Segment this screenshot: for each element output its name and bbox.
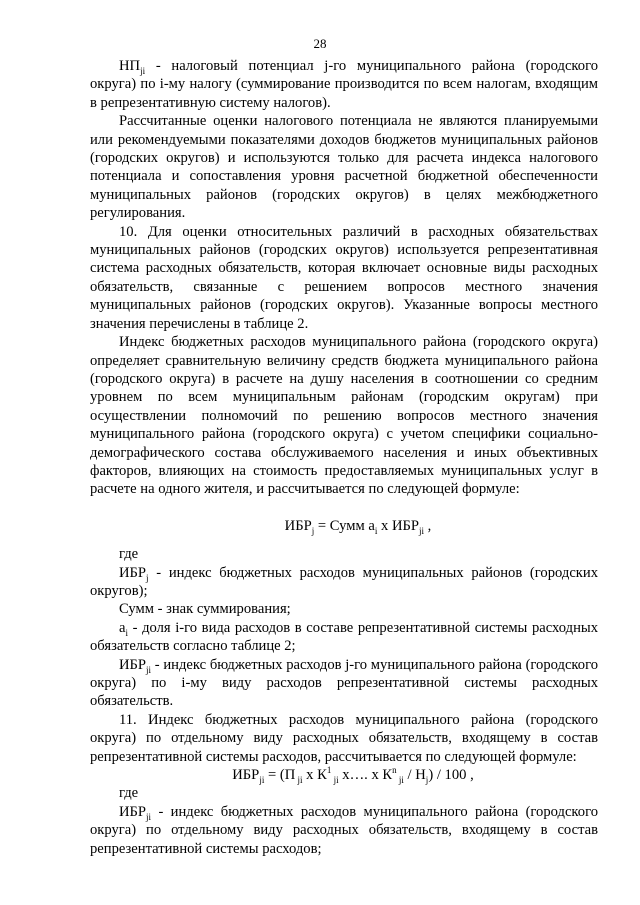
def1-text: - индекс бюджетных расходов муниципальных районов (городских округов); — [90, 564, 598, 599]
formula2-end: ) / 100 , — [428, 767, 474, 784]
def5-term: ИБР — [119, 803, 147, 820]
formula2-div: / Н — [403, 767, 426, 784]
definition-ibr-ji — [90, 656, 598, 711]
definition-a-i — [90, 619, 598, 656]
def5-sub: ji — [146, 811, 152, 822]
definition-ibr-j — [90, 564, 598, 601]
formula2-x1: x К — [302, 767, 327, 784]
paragraph-10: 10. Для оценки относительных различий в расходных обязательствах муниципальных районов (городских округов) используется репрезентативная система расходных обязательств, которая включает основные виды расходных обязательств, связанные с решением вопросов местного значения муниципальных районов (городских округов). Указанные вопросы местного значения перечислены в таблице 2. — [90, 223, 598, 332]
formula1-a-sub: i — [374, 525, 378, 536]
formula2-k1-sub: ji — [331, 774, 339, 785]
formula2-eq: = (П — [264, 767, 296, 784]
formula2-p-sub: ji — [295, 774, 303, 785]
def3-text: - доля i-го вида расходов в составе репрезентативной системы расходных обязательств согласно таблице 2; — [90, 619, 598, 655]
formula-ibr-ji — [90, 766, 598, 784]
def4-sub: ji — [146, 664, 152, 675]
formula2-kn-sup: n — [392, 765, 397, 776]
formula1-eq: = Сумм a — [314, 517, 375, 534]
formula1-rhs-sub: ji — [419, 525, 425, 536]
paragraph-estimates: Рассчитанные оценки налогового потенциала не являются планируемыми или рекомендуемыми показателями доходов бюджетов муниципальных районов (городских округов) и используются только для расчета индекса налогового потенциала и сопоставления уровня расчетной бюджетной обеспеченности муниципальных районов (городских округов) в целях межбюджетного регулирования. — [90, 113, 598, 222]
def1-sub: j — [146, 572, 149, 583]
def3-term: a — [119, 619, 126, 636]
formula1-lhs: ИБР — [284, 517, 312, 534]
formula2-mid: x…. x К — [338, 767, 393, 784]
where-label-1: где — [119, 546, 139, 563]
np-definition-text: - налоговый потенциал j-го муниципального района (городского округа) по i-му налогу (суммирование производится по всем налогам, входящим в репрезентативную систему налогов). — [90, 58, 598, 111]
formula2-n-sub: j — [425, 774, 429, 785]
def3-sub: i — [125, 627, 128, 638]
formula2-k1-sup: 1 — [326, 765, 332, 776]
formula1-lhs-sub: j — [311, 525, 315, 536]
where-label-2: где — [119, 785, 139, 802]
page-number: 28 — [313, 36, 327, 51]
formula1-x: x ИБР — [377, 517, 419, 534]
formula-ibr-j — [90, 517, 598, 535]
formula1-end: , — [424, 517, 432, 534]
def5-text: - индекс бюджетных расходов муниципального района (городского округа) по отдельному виду расходных обязательств, входящему в состав репрезентативной системы расходов; — [90, 803, 598, 857]
np-subscript: ji — [140, 65, 146, 76]
formula2-kn-sub: ji — [396, 774, 404, 785]
definition-ibr-ji-2 — [90, 803, 598, 858]
formula2-lhs: ИБР — [232, 767, 260, 784]
paragraph-np-definition — [90, 57, 598, 112]
definition-summ: Сумм - знак суммирования; — [119, 601, 291, 618]
def1-term: ИБР — [119, 564, 147, 581]
def4-term: ИБР — [119, 656, 147, 673]
paragraph-11: 11. Индекс бюджетных расходов муниципального района (городского округа) по отдельному виду расходных обязательств, входящему в состав репрезентативной системы расходов, рассчитывается по следующей формуле: — [90, 711, 598, 765]
paragraph-ibr-index: Индекс бюджетных расходов муниципального района (городского округа) определяет сравнительную величину средств бюджета муниципального района (городского округа) в расчете на душу населения в соотношении со средним уровнем по всем муниципальным районам (городским округам) при осуществлении полномочий по решению вопросов местного значения муниципального района (городского округа) с учетом специфики социально-демографического состава обслуживаемого населения и иных объективных факторов, влияющих на стоимость предоставляемых муниципальных услуг в расчете на одного жителя, и рассчитывается по следующей формуле: — [90, 334, 598, 498]
document-body — [90, 57, 598, 858]
formula2-lhs-sub: ji — [259, 774, 265, 785]
def4-text: - индекс бюджетных расходов j-го муниципального района (городского округа) по i-му виду расходов репрезентативной системы расходных обязательств. — [90, 656, 598, 710]
np-term: НП — [119, 58, 141, 74]
